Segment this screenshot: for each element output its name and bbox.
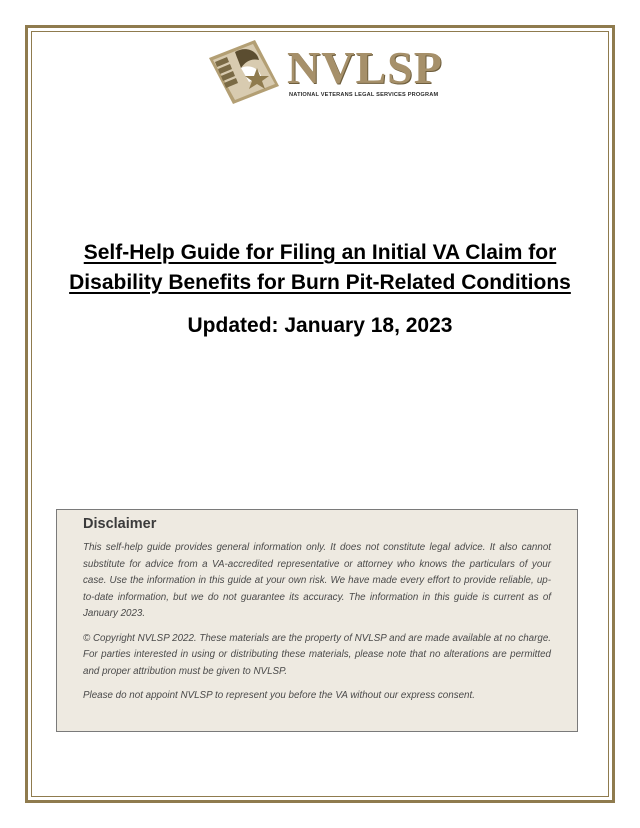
logo-wordmark: NVLSP [287,42,443,93]
disclaimer-paragraph-3: Please do not appoint NVLSP to represent you before the VA without our express consent. [83,690,475,701]
document-title [40,238,600,298]
disclaimer-heading: Disclaimer [83,516,157,532]
updated-date: Updated: January 18, 2023 [187,314,453,337]
eagle-star-emblem-icon [205,38,283,106]
logo-subtitle: NATIONAL VETERANS LEGAL SERVICES PROGRAM [289,92,439,98]
disclaimer-paragraph-2: © Copyright NVLSP 2022. These materials are the property of NVLSP and are made available at no charge. For parties interested in using or distributing these materials, please note that no alterations are permitted and proper attribution must be given to NVLSP. [83,632,551,677]
title-line-2: Disability Benefits for Burn Pit-Related Conditions [69,271,571,294]
nvlsp-logo [205,38,445,106]
disclaimer-box [56,509,578,732]
title-line-1: Self-Help Guide for Filing an Initial VA Claim for [83,241,557,264]
disclaimer-paragraph-1: This self-help guide provides general information only. It does not constitute legal advice. It also cannot substitute for advice from a VA-accredited representative or attorney who knows the particulars of your case. Use the information in this guide at your own risk. We have made every effort to provide reliable, up-to-date information, but we do not guarantee its accuracy. The information in this guide is current as of January 2023. [83,542,551,619]
